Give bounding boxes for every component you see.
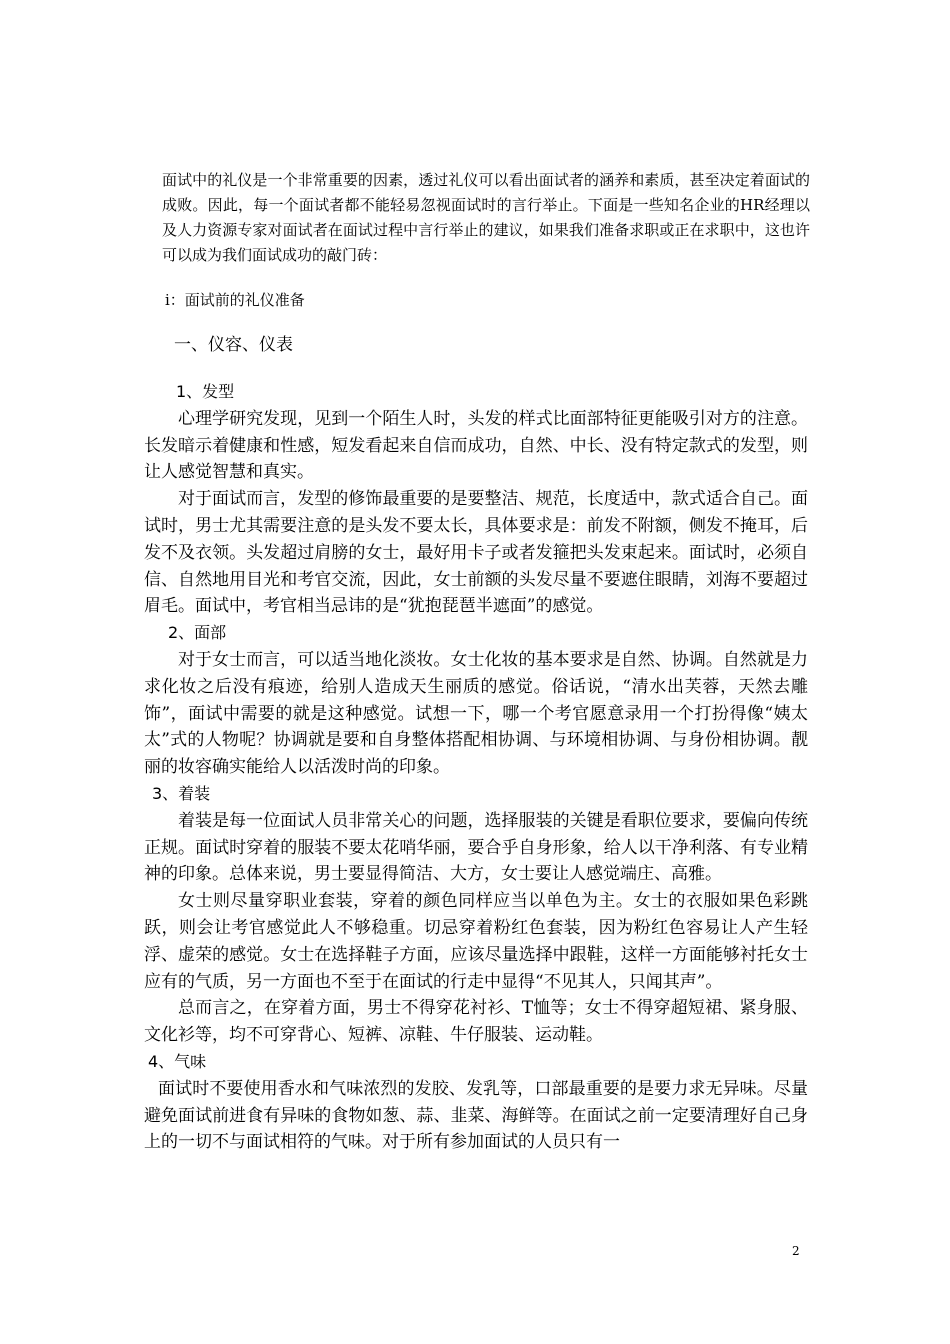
- paragraph-dress-1: 着装是每一位面试人员非常关心的问题，选择服装的关键是看职位要求，要偏向传统正规。面试时穿着的服装不要太花哨华丽，要合乎自身形象，给人以干净利落、有专业精神的印象。总体来说，男士要显得简洁、大方，女士要让人感觉端庄、高雅。: [144, 810, 808, 885]
- document-body: [144, 379, 808, 1156]
- subheading-face: 2、面部: [168, 623, 227, 643]
- paragraph-hair-1: 心理学研究发现，见到一个陌生人时，头发的样式比面部特征更能吸引对方的注意。长发暗示着健康和性感，短发看起来自信而成功，自然、中长、没有特定款式的发型，则让人感觉智慧和真实。: [144, 408, 808, 483]
- subheading-smell: 4、气味: [148, 1051, 207, 1071]
- paragraph-dress-3: 总而言之，在穿着方面，男士不得穿花衬衫、T恤等；女士不得穿超短裙、紧身服、文化衫等，均不可穿背心、短裤、凉鞋、牛仔服装、运动鞋。: [144, 998, 808, 1046]
- paragraph-smell-1: 面试时不要使用香水和气味浓烈的发胶、发乳等，口部最重要的是要力求无异味。尽量避免面试前进食有异味的食物如葱、蒜、韭菜、海鲜等。在面试之前一定要清理好自己身上的一切不与面试相符的气味。对于所有参加面试的人员只有一: [144, 1078, 808, 1153]
- paragraph-face-1: 对于女士而言，可以适当地化淡妆。女士化妆的基本要求是自然、协调。自然就是力求化妆之后没有痕迹，给别人造成天生丽质的感觉。俗话说，“清水出芙蓉，天然去雕饰”，面试中需要的就是这种感觉。试想一下，哪一个考官愿意录用一个打扮得像“姨太太”式的人物呢？协调就是要和自身整体搭配相协调、与环境相协调、与身份相协调。靓丽的妆容确实能给人以活泼时尚的印象。: [144, 649, 808, 778]
- section-heading-pre-interview: i：面试前的礼仪准备: [165, 291, 305, 309]
- subheading-hair: 1、发型: [176, 382, 235, 401]
- page-number: 2: [792, 1244, 800, 1258]
- intro-paragraph: 面试中的礼仪是一个非常重要的因素，透过礼仪可以看出面试者的涵养和素质，甚至决定着面试的成败。因此，每一个面试者都不能轻易忽视面试时的言行举止。下面是一些知名企业的HR经理以及人力资源专家对面试者在面试过程中言行举止的建议，如果我们准备求职或正在求职中，这也许可以成为我们面试成功的敲门砖：: [162, 171, 810, 264]
- subheading-dress: 3、着装: [152, 783, 211, 803]
- paragraph-dress-2: 女士则尽量穿职业套装，穿着的颜色同样应当以单色为主。女士的衣服如果色彩跳跃，则会让考官感觉此人不够稳重。切忌穿着粉红色套装，因为粉红色容易让人产生轻浮、虚荣的感觉。女士在选择鞋子方面，应该尽量选择中跟鞋，这样一方面能够衬托女士应有的气质，另一方面也不至于在面试的行走中显得“不见其人，只闻其声”。: [144, 891, 808, 992]
- heading-appearance: 一、仪容、仪表: [174, 335, 293, 355]
- paragraph-hair-2: 对于面试而言，发型的修饰最重要的是要整洁、规范，长度适中，款式适合自己。面试时，男士尤其需要注意的是头发不要太长，具体要求是：前发不附额，侧发不掩耳，后发不及衣领。头发超过肩膀的女士，最好用卡子或者发箍把头发束起来。面试时，必须自信、自然地用目光和考官交流，因此，女士前额的头发尽量不要遮住眼睛，刘海不要超过眉毛。面试中，考官相当忌讳的是“犹抱琵琶半遮面”的感觉。: [144, 489, 808, 617]
